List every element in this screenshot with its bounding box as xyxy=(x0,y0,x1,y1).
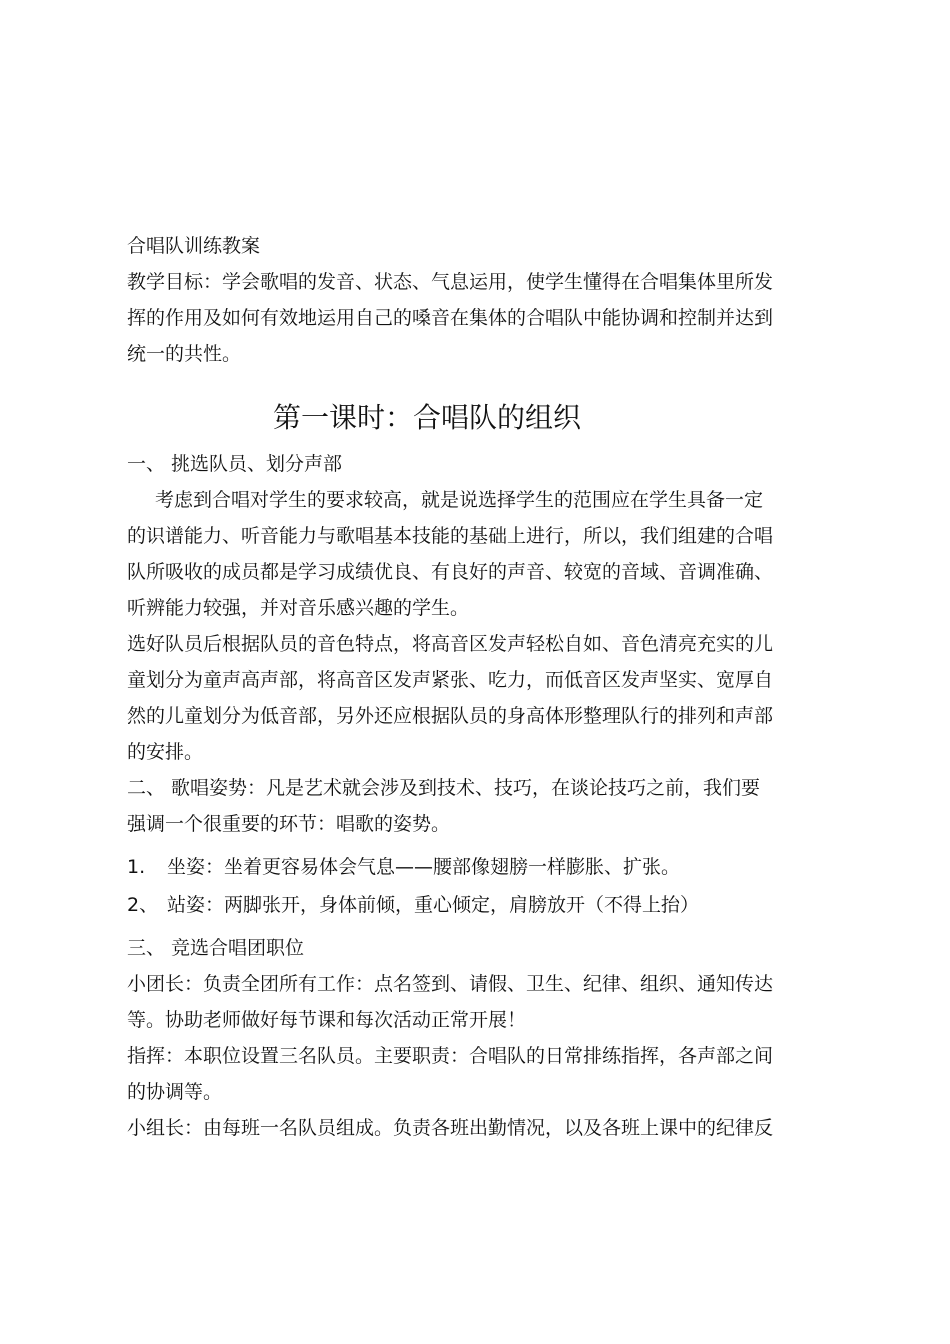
paragraph-line: 童划分为童声高声部，将高音区发声紧张、吃力，而低音区发声坚实、宽厚自 xyxy=(127,669,774,691)
paragraph-line: 强调一个很重要的环节：唱歌的姿势。 xyxy=(127,813,451,835)
paragraph-line: 的安排。 xyxy=(127,741,204,763)
section-choir-positions xyxy=(127,930,839,1146)
paragraph-line: 指挥：本职位设置三名队员。主要职责：合唱队的日常排练指挥，各声部之间 xyxy=(127,1045,774,1067)
paragraph-line: 队所吸收的成员都是学习成绩优良、有良好的声音、较宽的音域、音调准确、 xyxy=(127,561,774,583)
paragraph-line: 考虑到合唱对学生的要求较高，就是说选择学生的范围应在学生具备一定 xyxy=(155,489,764,511)
objective-line: 教学目标：学会歌唱的发音、状态、气息运用，使学生懂得在合唱集体里所发 xyxy=(127,271,774,293)
paragraph-line: 听辨能力较强，并对音乐感兴趣的学生。 xyxy=(127,597,470,619)
lesson-title: 第一课时：合唱队的组织 xyxy=(273,401,582,434)
paragraph-line: 选好队员后根据队员的音色特点，将高音区发声轻松自如、音色清亮充实的儿 xyxy=(127,633,774,655)
paragraph-line: 然的儿童划分为低音部，另外还应根据队员的身高体形整理队行的排列和声部 xyxy=(127,705,774,727)
list-text: 站姿：两脚张开，身体前倾，重心倾定，肩膀放开（不得上抬） xyxy=(167,894,700,916)
objective-line: 统一的共性。 xyxy=(127,343,242,365)
list-item xyxy=(127,848,839,886)
list-item xyxy=(127,886,839,924)
section-heading: 三、 竞选合唱团职位 xyxy=(127,937,305,959)
section-heading: 一、 挑选队员、划分声部 xyxy=(127,453,343,475)
list-text: 坐姿：坐着更容易体会气息——腰部像翅膀一样膨胀、扩张。 xyxy=(167,856,681,878)
section-select-members xyxy=(127,446,839,770)
list-number: 1. xyxy=(127,856,146,878)
objective-line: 挥的作用及如何有效地运用自己的嗓音在集体的合唱队中能协调和控制并达到 xyxy=(127,307,774,329)
section-heading: 二、 歌唱姿势：凡是艺术就会涉及到技术、技巧，在谈论技巧之前，我们要 xyxy=(127,777,761,799)
document-title: 合唱队训练教案 xyxy=(127,235,261,257)
paragraph-line: 的识谱能力、听音能力与歌唱基本技能的基础上进行，所以，我们组建的合唱 xyxy=(127,525,774,547)
paragraph-line: 小组长：由每班一名队员组成。负责各班出勤情况，以及各班上课中的纪律反 xyxy=(127,1117,774,1139)
section-singing-posture xyxy=(127,770,839,924)
paragraph-line: 的协调等。 xyxy=(127,1081,223,1103)
list-number: 2、 xyxy=(127,894,159,916)
paragraph-line: 等。协助老师做好每节课和每次活动正常开展！ xyxy=(127,1009,527,1031)
teaching-objective xyxy=(127,264,839,372)
paragraph-line: 小团长：负责全团所有工作：点名签到、请假、卫生、纪律、组织、通知传达 xyxy=(127,973,774,995)
document-page xyxy=(127,228,839,1146)
